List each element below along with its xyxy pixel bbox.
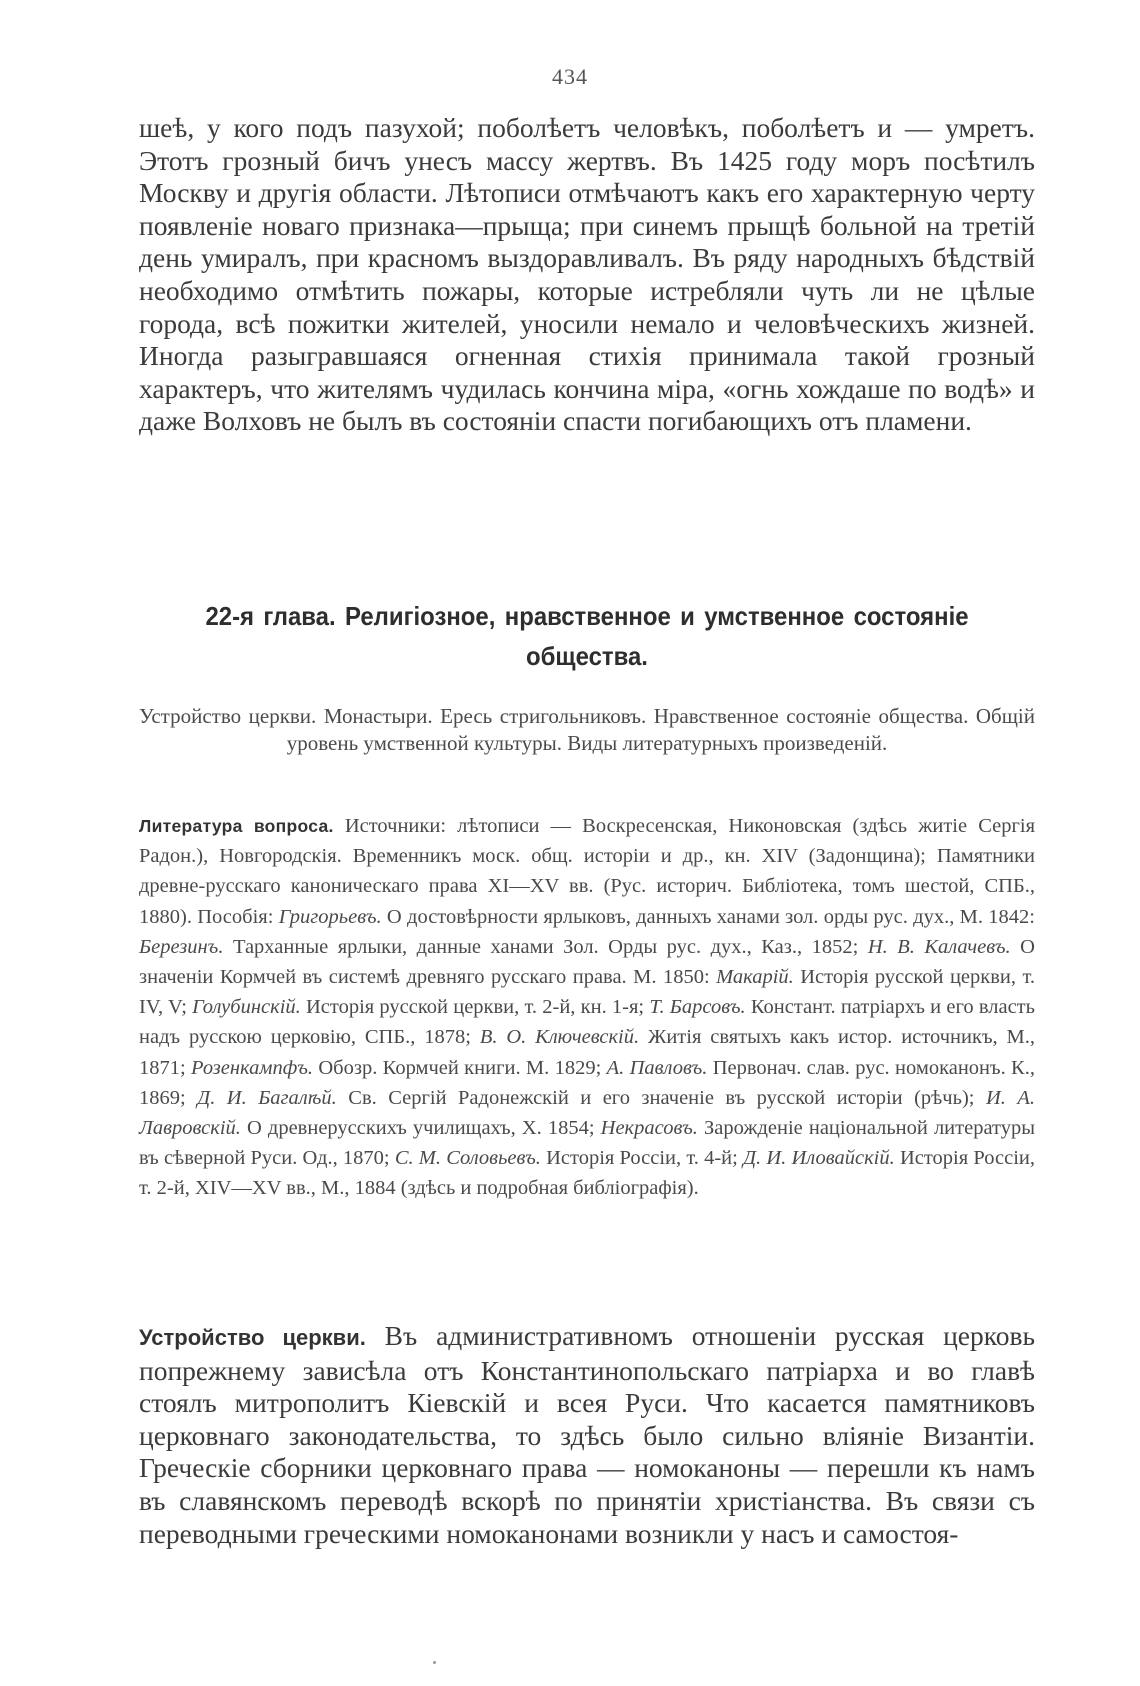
literature-text: Обозр. Кормчей книги. М. 1829;: [313, 1056, 607, 1079]
literature-text: О значеніи Кормчей въ системѣ древняго русскаго права. М. 1850:: [139, 935, 1035, 989]
literature-text: Исторія Россіи, т. 4-й;: [540, 1147, 744, 1170]
literature-author: Григорьевъ.: [278, 905, 382, 928]
chapter-title: [175, 596, 999, 676]
literature-text: Зарожденіе національной литературы въ сѣверной Руси. Од., 1870;: [139, 1117, 1035, 1170]
chapter-title-line1: 22-я глава. Религіозное, нравственное и умственное состояніе: [205, 601, 969, 631]
literature-author: Т. Барсовъ.: [649, 996, 746, 1019]
literature-author: Д. И. Багалѣй.: [197, 1086, 337, 1109]
literature-author: Розенкампфъ.: [191, 1056, 314, 1079]
church-organization-text: Въ административномъ отношеніи русская церковь попрежнему зависѣла отъ Константинопольскаго патріарха и во главѣ стоялъ митрополитъ Кіевскій и всея Руси. Что касается памятниковъ церковнаго законодательства, то здѣсь было сильно вліяніе Византіи. Греческіе сборники церковнаго права — номоканоны — перешли къ намъ въ славянскомъ переводѣ вскорѣ по принятіи христіанства. Въ связи съ переводными греческими номоканонами возникли у насъ и самостоя-: [139, 1320, 1035, 1549]
literature-text: Источники: лѣтописи — Воскресенская, Никоновская (здѣсь житіе Сергія Радон.), Новгородскія. Временникъ моск. общ. исторіи и др., кн. XIV (Задонщина); Памятники древне-русскаго каноническаго права XI—XV вв. (Рус. историч. Библіотека, томъ шестой, СПБ., 1880). Пособія:: [139, 815, 1035, 928]
literature-author: В. О. Ключевскій.: [479, 1026, 640, 1049]
literature-text: О древнерусскихъ училищахъ, Х. 1854;: [240, 1117, 601, 1140]
literature-author: Некрасовъ.: [600, 1117, 698, 1140]
literature-body: [139, 815, 1035, 1199]
literature-author: Голубинскій.: [192, 996, 301, 1019]
literature-text: Исторія Россіи, т. 2-й, XIV—XV вв., М., 1884 (здѣсь и подробная библіографія).: [139, 1147, 1036, 1200]
literature-text: Первонач. слав. рус. номоканонъ. К., 1869;: [139, 1056, 1035, 1109]
chapter-title-line2: общества.: [526, 641, 648, 671]
literature-text: Констант. патріархъ и его власть надъ русскою церковію, СПБ., 1878;: [139, 996, 1035, 1049]
footer-speck: [433, 1661, 436, 1664]
literature-heading: Литература вопроса.: [139, 816, 334, 836]
paragraph-plague-fires: шеѣ, у кого подъ пазухой; поболѣетъ человѣкъ, поболѣетъ и — умретъ. Этотъ грозный бичъ унесъ массу жертвъ. Въ 1425 году моръ посѣтилъ Москву и другія области. Лѣтописи отмѣчаютъ какъ его характерную черту появленіе новаго признака—прыща; при синемъ прыщѣ больной на третій день умиралъ, при красномъ выздоравливалъ. Въ ряду народныхъ бѣдствій необходимо отмѣтить пожары, которые истребляли чуть ли не цѣлые города, всѣ пожитки жителей, уносили немало и человѣческихъ жизней. Иногда разыгравшаяся огненная стихія принимала такой грозный характеръ, что жителямъ чудилась кончина міра, «огнь хождаше по водѣ» и даже Волховъ не былъ въ состояніи спасти погибающихъ отъ пламени.: [139, 112, 1035, 437]
literature-author: И. А. Лавровскій.: [139, 1086, 1035, 1140]
literature-text: О достовѣрности ярлыковъ, данныхъ ханами зол. орды рус. дух., М. 1842:: [381, 905, 1035, 928]
church-organization-heading: Устройство церкви.: [139, 1325, 366, 1350]
literature-author: С. М. Соловьевъ.: [394, 1147, 541, 1170]
literature-author: Березинъ.: [139, 935, 224, 958]
literature-text: Исторія русской церкви, т. IV, V;: [139, 966, 1035, 1019]
church-organization-paragraph: [139, 1320, 1035, 1550]
literature-author: Н. В. Калачевъ.: [867, 935, 1011, 958]
literature-section: [139, 811, 1035, 1204]
literature-text: Житія святыхъ какъ истор. источникъ, М., 1871;: [139, 1026, 1036, 1079]
literature-text: Исторія русской церкви, т. 2-й, кн. 1-я;: [300, 996, 650, 1019]
literature-text: Св. Сергій Радонежскій и его значеніе въ русской исторіи (рѣчь);: [336, 1086, 986, 1109]
literature-author: А. Павловъ.: [606, 1056, 708, 1079]
literature-author: Макарій.: [716, 966, 794, 989]
literature-text: Тарханные ярлыки, данные ханами Зол. Орды рус. дух., Каз., 1852;: [223, 935, 868, 958]
chapter-summary: Устройство церкви. Монастыри. Ересь стригольниковъ. Нравственное состояніе общества. Общій уровень умственной культуры. Виды литературныхъ произведеній.: [139, 704, 1035, 755]
page-number: 434: [552, 64, 588, 89]
literature-author: Д. И. Иловайскій.: [743, 1147, 895, 1170]
